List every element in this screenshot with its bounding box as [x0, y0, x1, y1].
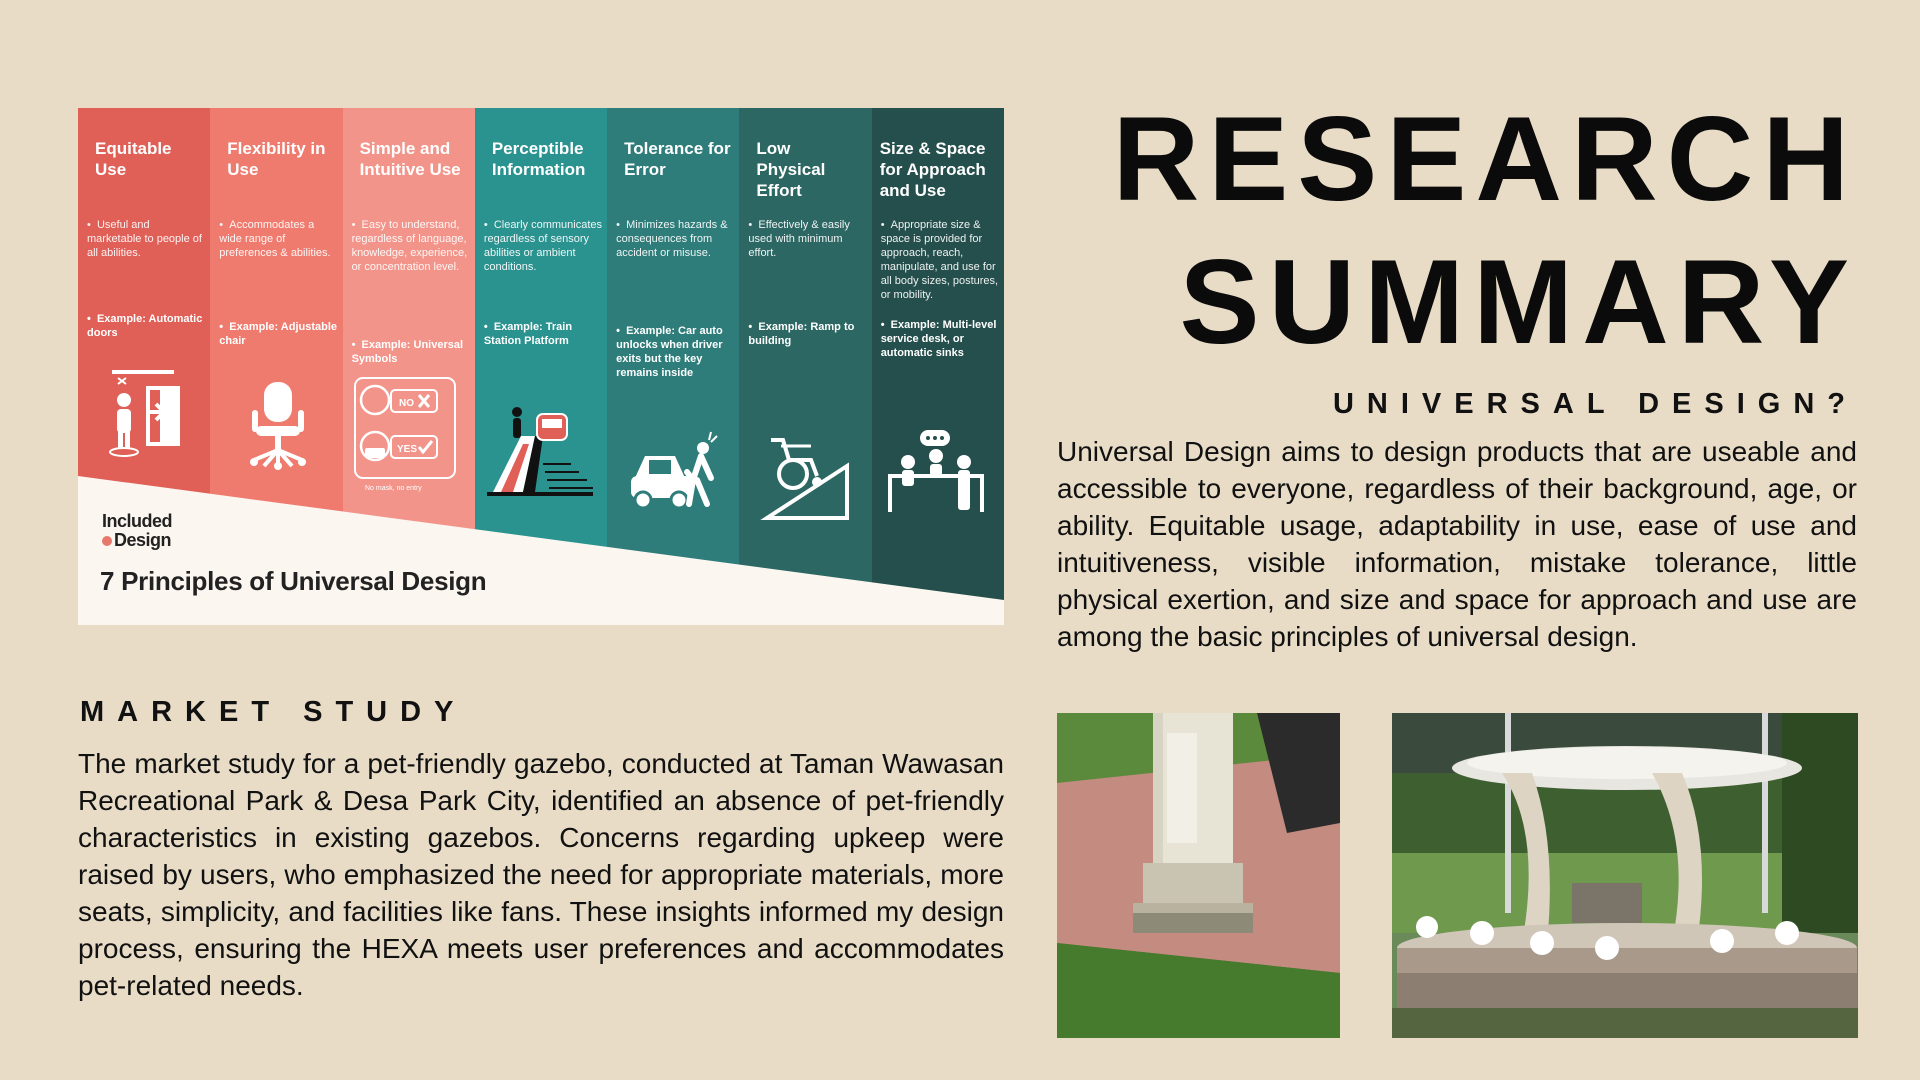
principle-title: Low Physical Effort — [756, 139, 826, 200]
principle-title: Equitable Use — [95, 139, 172, 179]
principle-example: • Example: Universal Symbols — [352, 338, 471, 366]
principle-description: • Appropriate size & space is provided for approach, reach, manipulate, and use for all body sizes, postures, or mobility. — [881, 218, 1000, 302]
page-title-line-2: SUMMARY — [1179, 235, 1858, 369]
logo-dot-icon — [102, 536, 112, 546]
symbol-yes-label: YES — [396, 444, 417, 455]
principle-description: • Effectively & easily used with minimum effort. — [748, 218, 867, 260]
infographic-caption: 7 Principles of Universal Design — [100, 566, 487, 596]
infographic-bottom-wedge — [78, 108, 1004, 625]
principle-title: Simple and Intuitive Use — [359, 139, 461, 179]
principle-description: • Accommodates a wide range of preferences & abilities. — [219, 218, 338, 260]
included-design-logo — [102, 512, 172, 550]
principle-title: Size & Space for Approach and Use — [879, 139, 986, 200]
logo-line-2: Design — [114, 530, 172, 550]
principle-description: • Minimizes hazards & consequences from accident or misuse. — [616, 218, 735, 260]
principle-example: • Example: Train Station Platform — [484, 320, 603, 348]
symbol-caption: No mask, no entry — [364, 485, 422, 492]
principle-example: • Example: Ramp to building — [748, 320, 867, 348]
principle-example: • Example: Multi-level service desk, or automatic sinks — [881, 318, 1000, 360]
principle-example: • Example: Automatic doors — [87, 312, 206, 340]
principle-title: Flexibility in Use — [227, 139, 326, 179]
gazebo-column-photo — [1057, 713, 1340, 1038]
gazebo-photo — [1392, 713, 1858, 1038]
universal-design-heading: UNIVERSAL DESIGN? — [1332, 388, 1858, 420]
logo-line-1: Included — [102, 511, 173, 531]
market-study-heading: MARKET STUDY — [80, 696, 467, 728]
universal-design-paragraph: Universal Design aims to design products that are useable and accessible to everyone, regardless of their background, age, or ability. Equitable usage, adaptability in use, ease of use and intuitiveness, visible information, mistake tolerance, little physical exertion, and size and space for approach and use are among the basic principles of universal design. — [1057, 436, 1857, 652]
principle-example: • Example: Car auto unlocks when driver exits but the key remains inside — [616, 324, 735, 380]
principle-description: • Clearly communicates regardless of sensory abilities or ambient conditions. — [484, 218, 603, 274]
market-study-paragraph: The market study for a pet-friendly gazebo, conducted at Taman Wawasan Recreational Park & Desa Park City, identified an absence of pet-friendly characteristics in existing gazebos. Concerns regarding upkeep were raised by users, who emphasized the need for appropriate materials, more seats, simplicity, and facilities like fans. These insights informed my design process, ensuring the HEXA meets user preferences and accommodates pet-related needs. — [78, 748, 1004, 1001]
page-title-line-1: RESEARCH — [1112, 92, 1858, 226]
principle-title: Perceptible Information — [491, 139, 586, 179]
universal-design-infographic — [78, 108, 1004, 625]
principle-description: • Useful and marketable to people of all abilities. — [87, 218, 206, 260]
page-title — [1113, 88, 1858, 374]
principle-example: • Example: Adjustable chair — [219, 320, 338, 348]
principle-title: Tolerance for Error — [624, 139, 731, 179]
symbol-no-label: NO — [398, 398, 414, 409]
principle-description: • Easy to understand, regardless of language, knowledge, experience, or concentration level. — [352, 218, 471, 274]
